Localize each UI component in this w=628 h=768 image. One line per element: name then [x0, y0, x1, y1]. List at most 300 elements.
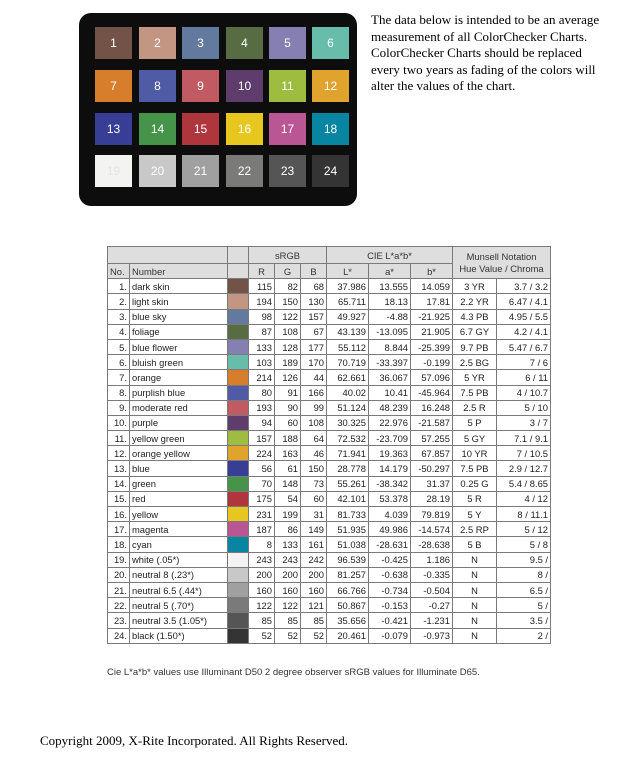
row-number: 6.: [108, 355, 130, 370]
cie-b: -25.399: [411, 339, 453, 354]
munsell-hue: N: [453, 552, 497, 567]
srgb-r: 175: [249, 491, 275, 506]
cie-b: -21.925: [411, 309, 453, 324]
srgb-b: 121: [301, 598, 327, 613]
header-number: Number: [130, 264, 228, 279]
srgb-g: 54: [275, 491, 301, 506]
table-row: [108, 567, 551, 582]
row-number: 14.: [108, 476, 130, 491]
munsell-value-chroma: 5.4 / 8.65: [497, 476, 551, 491]
color-swatch: [228, 598, 249, 613]
munsell-hue: 5 Y: [453, 507, 497, 522]
cie-l: 96.539: [327, 552, 369, 567]
munsell-hue: 5 GY: [453, 431, 497, 446]
row-number: 9.: [108, 400, 130, 415]
munsell-hue: 3 YR: [453, 279, 497, 294]
srgb-g: 91: [275, 385, 301, 400]
header-no: No.: [108, 264, 130, 279]
srgb-r: 224: [249, 446, 275, 461]
row-number: 15.: [108, 491, 130, 506]
srgb-g: 163: [275, 446, 301, 461]
color-name: purple: [130, 415, 228, 430]
cie-l: 43.139: [327, 324, 369, 339]
header-cie: CIE L*a*b*: [327, 247, 453, 264]
table-row: [108, 279, 551, 294]
header-munsell-sub: Hue Value / Chroma: [459, 262, 544, 274]
table-row: [108, 461, 551, 476]
munsell-value-chroma: 6 / 11: [497, 370, 551, 385]
color-patch: 4: [226, 27, 263, 59]
row-number: 7.: [108, 370, 130, 385]
table-row: [108, 446, 551, 461]
srgb-r: 193: [249, 400, 275, 415]
cie-b: 16.248: [411, 400, 453, 415]
srgb-g: 60: [275, 415, 301, 430]
srgb-b: 85: [301, 613, 327, 628]
cie-a: -33.397: [369, 355, 411, 370]
intro-text: The data below is intended to be an average measurement of all ColorChecker Charts. ColorChecker Charts should be replaced every two years as fading of the colors will alter the values of the chart.: [371, 12, 600, 93]
color-patch: 20: [139, 155, 176, 187]
cie-b: 79.819: [411, 507, 453, 522]
cie-l: 55.261: [327, 476, 369, 491]
color-swatch: [228, 339, 249, 354]
cie-a: 13.555: [369, 279, 411, 294]
table-row: [108, 582, 551, 597]
cie-l: 71.941: [327, 446, 369, 461]
color-patch: 7: [95, 70, 132, 102]
row-number: 12.: [108, 446, 130, 461]
color-patch: 19: [95, 155, 132, 187]
srgb-r: 70: [249, 476, 275, 491]
color-patch: 14: [139, 113, 176, 145]
cie-l: 40.02: [327, 385, 369, 400]
cie-a: 14.179: [369, 461, 411, 476]
srgb-r: 80: [249, 385, 275, 400]
cie-a: 22.976: [369, 415, 411, 430]
row-number: 17.: [108, 522, 130, 537]
cie-l: 72.532: [327, 431, 369, 446]
table-row: [108, 339, 551, 354]
srgb-r: 200: [249, 567, 275, 582]
color-patch: 13: [95, 113, 132, 145]
srgb-b: 177: [301, 339, 327, 354]
cie-l: 49.927: [327, 309, 369, 324]
cie-a: -0.425: [369, 552, 411, 567]
munsell-hue: 0.25 G: [453, 476, 497, 491]
srgb-r: 94: [249, 415, 275, 430]
color-swatch: [228, 461, 249, 476]
color-name: orange yellow: [130, 446, 228, 461]
srgb-r: 8: [249, 537, 275, 552]
srgb-g: 82: [275, 279, 301, 294]
table-row: [108, 370, 551, 385]
srgb-b: 60: [301, 491, 327, 506]
munsell-value-chroma: 3.7 / 3.2: [497, 279, 551, 294]
srgb-r: 214: [249, 370, 275, 385]
cie-b: 14.059: [411, 279, 453, 294]
color-swatch: [228, 476, 249, 491]
srgb-r: 231: [249, 507, 275, 522]
srgb-b: 46: [301, 446, 327, 461]
srgb-g: 85: [275, 613, 301, 628]
color-patch: 24: [312, 155, 349, 187]
cie-l: 50.867: [327, 598, 369, 613]
table-row: [108, 628, 551, 643]
cie-a: -13.095: [369, 324, 411, 339]
srgb-r: 133: [249, 339, 275, 354]
srgb-b: 52: [301, 628, 327, 643]
cie-l: 42.101: [327, 491, 369, 506]
color-swatch: [228, 309, 249, 324]
srgb-b: 64: [301, 431, 327, 446]
row-number: 21.: [108, 582, 130, 597]
row-number: 2.: [108, 294, 130, 309]
header-swatch-blank: [228, 247, 249, 264]
cie-a: 36.067: [369, 370, 411, 385]
row-number: 4.: [108, 324, 130, 339]
srgb-r: 98: [249, 309, 275, 324]
munsell-value-chroma: 2 /: [497, 628, 551, 643]
table-row: [108, 431, 551, 446]
munsell-value-chroma: 4.2 / 4.1: [497, 324, 551, 339]
color-name: neutral 8 (.23*): [130, 567, 228, 582]
header-blank: [108, 247, 228, 264]
srgb-g: 188: [275, 431, 301, 446]
cie-b: -21.587: [411, 415, 453, 430]
cie-b: 17.81: [411, 294, 453, 309]
color-patch: 6: [312, 27, 349, 59]
color-patch: 1: [95, 27, 132, 59]
header-srgb: sRGB: [249, 247, 327, 264]
row-number: 13.: [108, 461, 130, 476]
table-row: [108, 522, 551, 537]
cie-a: -0.079: [369, 628, 411, 643]
color-patch: 21: [182, 155, 219, 187]
srgb-r: 122: [249, 598, 275, 613]
munsell-value-chroma: 6.5 /: [497, 582, 551, 597]
munsell-hue: 2.2 YR: [453, 294, 497, 309]
munsell-value-chroma: 2.9 / 12.7: [497, 461, 551, 476]
color-swatch: [228, 279, 249, 294]
row-number: 24.: [108, 628, 130, 643]
color-swatch: [228, 400, 249, 415]
cie-b: -0.199: [411, 355, 453, 370]
color-patch: 10: [226, 70, 263, 102]
table-row: [108, 598, 551, 613]
row-number: 20.: [108, 567, 130, 582]
color-patch: 23: [269, 155, 306, 187]
cie-a: 4.039: [369, 507, 411, 522]
color-patch: 2: [139, 27, 176, 59]
cie-l: 70.719: [327, 355, 369, 370]
srgb-g: 148: [275, 476, 301, 491]
color-name: white (.05*): [130, 552, 228, 567]
srgb-g: 52: [275, 628, 301, 643]
munsell-value-chroma: 7.1 / 9.1: [497, 431, 551, 446]
srgb-b: 166: [301, 385, 327, 400]
header-munsell-title: Munsell Notation: [466, 250, 537, 262]
srgb-b: 242: [301, 552, 327, 567]
munsell-hue: 5 P: [453, 415, 497, 430]
header-a: a*: [369, 264, 411, 279]
color-patch: 8: [139, 70, 176, 102]
cie-l: 51.124: [327, 400, 369, 415]
color-name: neutral 3.5 (1.05*): [130, 613, 228, 628]
table-row: [108, 324, 551, 339]
color-swatch: [228, 552, 249, 567]
munsell-value-chroma: 5 / 12: [497, 522, 551, 537]
color-name: orange: [130, 370, 228, 385]
cie-a: -4.88: [369, 309, 411, 324]
munsell-hue: 5 YR: [453, 370, 497, 385]
color-patch: 5: [269, 27, 306, 59]
header-munsell: [453, 247, 551, 279]
cie-b: -28.638: [411, 537, 453, 552]
color-patch: 3: [182, 27, 219, 59]
color-swatch: [228, 385, 249, 400]
cie-l: 66.766: [327, 582, 369, 597]
srgb-b: 160: [301, 582, 327, 597]
munsell-value-chroma: 6.47 / 4.1: [497, 294, 551, 309]
srgb-b: 73: [301, 476, 327, 491]
munsell-hue: 4.3 PB: [453, 309, 497, 324]
color-name: moderate red: [130, 400, 228, 415]
cie-a: -0.153: [369, 598, 411, 613]
table-row: [108, 491, 551, 506]
colorchecker-chart: [79, 13, 357, 206]
header-l: L*: [327, 264, 369, 279]
munsell-hue: N: [453, 613, 497, 628]
row-number: 16.: [108, 507, 130, 522]
table-row: [108, 385, 551, 400]
header-swatch: [228, 264, 249, 279]
srgb-b: 150: [301, 461, 327, 476]
srgb-g: 126: [275, 370, 301, 385]
munsell-value-chroma: 5.47 / 6.7: [497, 339, 551, 354]
munsell-hue: N: [453, 567, 497, 582]
row-number: 1.: [108, 279, 130, 294]
color-swatch: [228, 507, 249, 522]
srgb-b: 161: [301, 537, 327, 552]
srgb-g: 86: [275, 522, 301, 537]
color-patch: 9: [182, 70, 219, 102]
color-swatch: [228, 355, 249, 370]
color-swatch: [228, 294, 249, 309]
munsell-hue: 2.5 BG: [453, 355, 497, 370]
srgb-b: 149: [301, 522, 327, 537]
table-row: [108, 552, 551, 567]
munsell-hue: N: [453, 628, 497, 643]
table-row: [108, 400, 551, 415]
row-number: 22.: [108, 598, 130, 613]
cie-a: 18.13: [369, 294, 411, 309]
munsell-hue: 9.7 PB: [453, 339, 497, 354]
cie-a: -28.631: [369, 537, 411, 552]
cie-l: 37.986: [327, 279, 369, 294]
color-name: neutral 5 (.70*): [130, 598, 228, 613]
color-swatch: [228, 522, 249, 537]
munsell-hue: N: [453, 582, 497, 597]
table-row: [108, 613, 551, 628]
srgb-b: 200: [301, 567, 327, 582]
cie-l: 55.112: [327, 339, 369, 354]
table-row: [108, 537, 551, 552]
munsell-value-chroma: 7 / 6: [497, 355, 551, 370]
table-row: [108, 309, 551, 324]
row-number: 18.: [108, 537, 130, 552]
color-name: red: [130, 491, 228, 506]
color-patch: 17: [269, 113, 306, 145]
munsell-value-chroma: 9.5 /: [497, 552, 551, 567]
color-swatch: [228, 491, 249, 506]
color-swatch: [228, 370, 249, 385]
color-patch: 22: [226, 155, 263, 187]
table-row: [108, 355, 551, 370]
color-name: bluish green: [130, 355, 228, 370]
row-number: 8.: [108, 385, 130, 400]
srgb-g: 108: [275, 324, 301, 339]
cie-b: 57.255: [411, 431, 453, 446]
srgb-g: 200: [275, 567, 301, 582]
row-number: 11.: [108, 431, 130, 446]
srgb-g: 128: [275, 339, 301, 354]
srgb-r: 194: [249, 294, 275, 309]
munsell-value-chroma: 4 / 10.7: [497, 385, 551, 400]
row-number: 23.: [108, 613, 130, 628]
color-swatch: [228, 324, 249, 339]
srgb-b: 68: [301, 279, 327, 294]
color-swatch: [228, 431, 249, 446]
color-name: magenta: [130, 522, 228, 537]
table-row: [108, 476, 551, 491]
cie-a: -0.638: [369, 567, 411, 582]
munsell-value-chroma: 5 / 10: [497, 400, 551, 415]
color-swatch: [228, 446, 249, 461]
srgb-r: 85: [249, 613, 275, 628]
color-patch: 18: [312, 113, 349, 145]
cie-b: -0.335: [411, 567, 453, 582]
color-name: purplish blue: [130, 385, 228, 400]
copyright: Copyright 2009, X-Rite Incorporated. All Rights Reserved.: [40, 733, 348, 748]
srgb-g: 122: [275, 309, 301, 324]
color-patch: 11: [269, 70, 306, 102]
color-name: light skin: [130, 294, 228, 309]
srgb-g: 133: [275, 537, 301, 552]
cie-b: 28.19: [411, 491, 453, 506]
srgb-b: 170: [301, 355, 327, 370]
cie-l: 62.661: [327, 370, 369, 385]
color-name: blue sky: [130, 309, 228, 324]
srgb-r: 56: [249, 461, 275, 476]
cie-l: 81.733: [327, 507, 369, 522]
cie-l: 35.656: [327, 613, 369, 628]
header-g: G: [275, 264, 301, 279]
munsell-value-chroma: 4.95 / 5.5: [497, 309, 551, 324]
color-name: dark skin: [130, 279, 228, 294]
row-number: 3.: [108, 309, 130, 324]
srgb-b: 130: [301, 294, 327, 309]
color-swatch: [228, 613, 249, 628]
srgb-b: 157: [301, 309, 327, 324]
munsell-value-chroma: 5 / 8: [497, 537, 551, 552]
cie-b: 21.905: [411, 324, 453, 339]
color-swatch: [228, 628, 249, 643]
cie-b: -1.231: [411, 613, 453, 628]
cie-b: -14.574: [411, 522, 453, 537]
color-patch: 16: [226, 113, 263, 145]
srgb-g: 243: [275, 552, 301, 567]
srgb-g: 189: [275, 355, 301, 370]
header-b: B: [301, 264, 327, 279]
srgb-r: 243: [249, 552, 275, 567]
srgb-r: 187: [249, 522, 275, 537]
srgb-b: 99: [301, 400, 327, 415]
color-name: yellow: [130, 507, 228, 522]
cie-l: 65.711: [327, 294, 369, 309]
cie-a: 10.41: [369, 385, 411, 400]
cie-b: 31.37: [411, 476, 453, 491]
munsell-hue: 2.5 RP: [453, 522, 497, 537]
munsell-value-chroma: 7 / 10.5: [497, 446, 551, 461]
color-name: cyan: [130, 537, 228, 552]
srgb-g: 160: [275, 582, 301, 597]
cie-a: -23.709: [369, 431, 411, 446]
color-name: blue flower: [130, 339, 228, 354]
cie-b: -0.27: [411, 598, 453, 613]
cie-a: -0.421: [369, 613, 411, 628]
table-row: [108, 507, 551, 522]
cie-b: -45.964: [411, 385, 453, 400]
color-swatch: [228, 582, 249, 597]
srgb-r: 52: [249, 628, 275, 643]
srgb-b: 44: [301, 370, 327, 385]
munsell-value-chroma: 3 / 7: [497, 415, 551, 430]
cie-a: -0.734: [369, 582, 411, 597]
munsell-hue: 7.5 PB: [453, 461, 497, 476]
color-swatch: [228, 415, 249, 430]
srgb-b: 67: [301, 324, 327, 339]
srgb-g: 90: [275, 400, 301, 415]
row-number: 10.: [108, 415, 130, 430]
munsell-hue: 5 B: [453, 537, 497, 552]
munsell-hue: 7.5 PB: [453, 385, 497, 400]
row-number: 19.: [108, 552, 130, 567]
munsell-hue: N: [453, 598, 497, 613]
colorchecker-data-table: [107, 246, 551, 644]
cie-a: 19.363: [369, 446, 411, 461]
color-name: foliage: [130, 324, 228, 339]
color-patch: 12: [312, 70, 349, 102]
cie-b: 67.857: [411, 446, 453, 461]
munsell-hue: 6.7 GY: [453, 324, 497, 339]
color-patch: 15: [182, 113, 219, 145]
srgb-g: 150: [275, 294, 301, 309]
color-name: green: [130, 476, 228, 491]
munsell-hue: 10 YR: [453, 446, 497, 461]
cie-a: 49.986: [369, 522, 411, 537]
cie-a: -38.342: [369, 476, 411, 491]
cie-a: 8.844: [369, 339, 411, 354]
munsell-value-chroma: 5 /: [497, 598, 551, 613]
header-r: R: [249, 264, 275, 279]
srgb-g: 61: [275, 461, 301, 476]
footnote: Cie L*a*b* values use Illuminant D50 2 degree observer sRGB values for Illuminate D65.: [107, 667, 480, 678]
color-swatch: [228, 567, 249, 582]
srgb-r: 160: [249, 582, 275, 597]
cie-l: 81.257: [327, 567, 369, 582]
srgb-r: 115: [249, 279, 275, 294]
cie-b: -50.297: [411, 461, 453, 476]
